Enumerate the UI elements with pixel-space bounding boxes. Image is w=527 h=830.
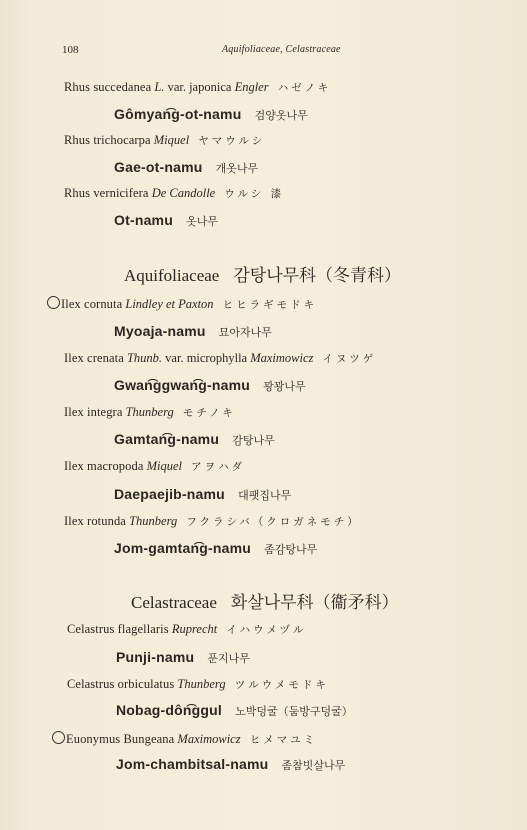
circle-mark-icon <box>52 731 65 744</box>
korean-name-line: Myoaja-namu 묘아자나무 <box>114 323 272 339</box>
family-heading-aquifoliaceae: Aquifoliaceae 감탕나무科（冬青科） <box>124 266 402 286</box>
korean-name-line: Gae-ot-namu 개옷나무 <box>114 159 259 175</box>
species-line: Ilex integra Thunberg モチノキ <box>64 405 236 419</box>
korean-name-line: Gamtan͡g-namu 감탕나무 <box>114 431 275 447</box>
species-line: Ilex macropoda Miquel アヲハダ <box>64 459 246 473</box>
korean-name-line: Daepaejib-namu 대팻집나무 <box>114 486 292 502</box>
species-line: Ilex rotunda Thunberg フクラシバ（クロガネモチ） <box>64 514 361 528</box>
species-line: Ilex cornuta Lindley et Paxton ヒヒラギモドキ <box>47 296 317 312</box>
species-line: Rhus trichocarpa Miquel ヤマウルシ <box>64 133 266 147</box>
korean-name-line: Jom-gamtan͡g-namu 좀감탕나무 <box>114 540 318 556</box>
running-title: Aquifoliaceae, Celastraceae <box>222 44 341 55</box>
species-line: Celastrus flagellaris Ruprecht イハウメヅル <box>67 622 307 636</box>
korean-name-line: Jom-chambitsal-namu 좀참빗살나무 <box>116 756 346 772</box>
korean-name-line: Nobag-dôn͡ggul 노박덩굴（둠방구덩굴） <box>116 702 353 718</box>
species-line: Rhus succedanea L. var. japonica Engler ハゼノキ <box>64 80 332 94</box>
korean-name-line: Punji-namu 푼지나무 <box>116 649 250 665</box>
korean-name-line: Gwan͡ggwan͡g-namu 꽝꽝나무 <box>114 377 306 393</box>
korean-name-line: Ot-namu 옷나무 <box>114 212 218 228</box>
page-header <box>62 44 507 58</box>
family-heading-celastraceae: Celastraceae 화살나무科（衞矛科） <box>131 593 399 613</box>
species-line: Rhus vernicifera De Candolle ウルシ 漆 <box>64 186 285 200</box>
species-line: Celastrus orbiculatus Thunberg ツルウメモドキ <box>67 677 329 691</box>
korean-name-line: Gômyan͡g-ot-namu 검양옷나무 <box>114 106 308 122</box>
page-number: 108 <box>62 44 79 56</box>
species-line: Ilex crenata Thunb. var. microphylla Maximowicz イヌツゲ <box>64 351 377 365</box>
circle-mark-icon <box>47 296 60 309</box>
species-line: Euonymus Bungeana Maximowicz ヒメマユミ <box>52 731 317 747</box>
